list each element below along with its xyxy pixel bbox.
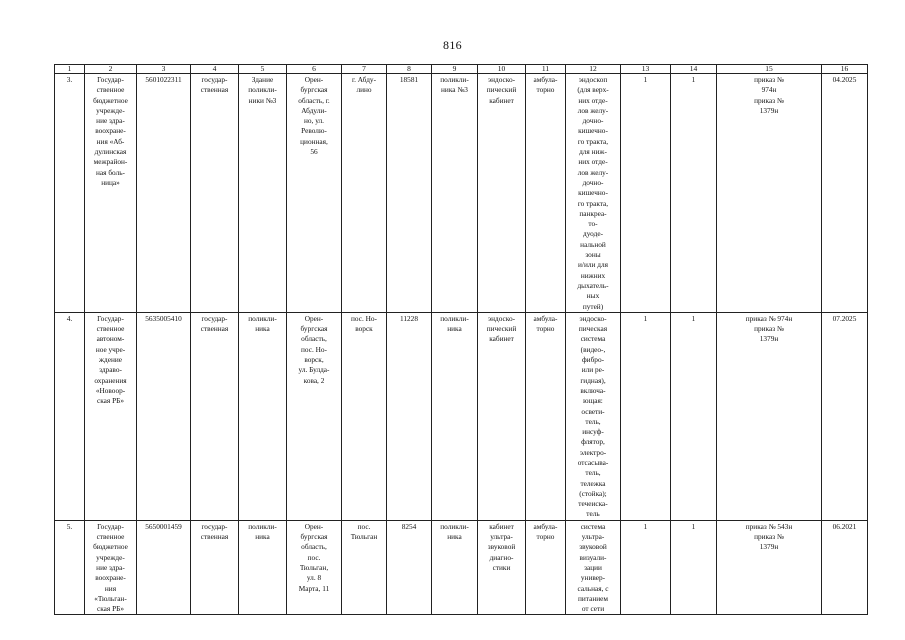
care-mode: амбула- торно <box>526 74 566 313</box>
table-row <box>55 74 868 313</box>
ownership: государ- ственная <box>191 520 239 615</box>
column-number: 10 <box>478 65 526 74</box>
column-number: 7 <box>342 65 387 74</box>
quantity: 1 <box>621 520 671 615</box>
order-reference: приказ № 974н приказ № 1379н <box>717 312 822 520</box>
subdivision: поликли- ника №3 <box>432 74 478 313</box>
column-number: 11 <box>526 65 566 74</box>
column-number: 14 <box>671 65 717 74</box>
row-number: 3. <box>55 74 85 313</box>
population: 18581 <box>387 74 432 313</box>
quantity-2: 1 <box>671 520 717 615</box>
population: 8254 <box>387 520 432 615</box>
column-number-row <box>55 65 868 74</box>
table-row <box>55 312 868 520</box>
building: поликли- ника <box>239 520 287 615</box>
quantity-2: 1 <box>671 74 717 313</box>
date: 04.2025 <box>822 74 868 313</box>
quantity-2: 1 <box>671 312 717 520</box>
address: Орен- бургская область, пос. Но- ворск, ул. Булда- кова, 2 <box>287 312 342 520</box>
ownership: государ- ственная <box>191 312 239 520</box>
institution-name: Государ- ственное бюджетное учрежде- ние здра- воохране- ния «Аб- дулинская межрайон- ная боль- ница» <box>85 74 137 313</box>
building: поликли- ника <box>239 312 287 520</box>
column-number: 15 <box>717 65 822 74</box>
date: 06.2021 <box>822 520 868 615</box>
column-number: 3 <box>137 65 191 74</box>
column-number: 5 <box>239 65 287 74</box>
locality: пос. Тюльган <box>342 520 387 615</box>
locality: пос. Но- ворск <box>342 312 387 520</box>
column-number: 6 <box>287 65 342 74</box>
order-reference: приказ № 543н приказ № 1379н <box>717 520 822 615</box>
care-mode: амбула- торно <box>526 520 566 615</box>
column-number: 2 <box>85 65 137 74</box>
column-number: 12 <box>566 65 621 74</box>
cabinet: кабинет ультра- звуковой диагно- стики <box>478 520 526 615</box>
subdivision: поликли- ника <box>432 312 478 520</box>
care-mode: амбула- торно <box>526 312 566 520</box>
locality: г. Абду- лино <box>342 74 387 313</box>
cabinet: эндоско- пический кабинет <box>478 312 526 520</box>
equipment-table <box>54 64 868 615</box>
population: 11228 <box>387 312 432 520</box>
quantity: 1 <box>621 312 671 520</box>
institution-name: Государ- ственное бюджетное учрежде- ние здра- воохране- ния «Тюльган- ская РБ» <box>85 520 137 615</box>
institution-name: Государ- ственное автоном- ное учре- ждение здраво- охранения «Новоор- ская РБ» <box>85 312 137 520</box>
row-number: 5. <box>55 520 85 615</box>
equipment: эндоскоп (для верх- них отде- лов желу- дочно- кишечно- го тракта, для ниж- них отде- лов желу- дочно- кишечно- го тракта, панкреа- то- дуоде- нальной зоны и/или для нижних дыхатель- ных путей) <box>566 74 621 313</box>
quantity: 1 <box>621 74 671 313</box>
column-number: 4 <box>191 65 239 74</box>
address: Орен- бургская область, г. Абдули- но, ул. Револю- ционная, 56 <box>287 74 342 313</box>
date: 07.2025 <box>822 312 868 520</box>
column-number: 9 <box>432 65 478 74</box>
ownership: государ- ственная <box>191 74 239 313</box>
column-number: 1 <box>55 65 85 74</box>
row-number: 4. <box>55 312 85 520</box>
inn: 5635005410 <box>137 312 191 520</box>
building: Здание поликли- ники №3 <box>239 74 287 313</box>
equipment: система ультра- звуковой визуали- зации универ- сальная, с питанием от сети <box>566 520 621 615</box>
order-reference: приказ № 974н приказ № 1379н <box>717 74 822 313</box>
inn: 5601022311 <box>137 74 191 313</box>
table-row <box>55 520 868 615</box>
column-number: 16 <box>822 65 868 74</box>
cabinet: эндоско- пический кабинет <box>478 74 526 313</box>
inn: 5650001459 <box>137 520 191 615</box>
column-number: 8 <box>387 65 432 74</box>
address: Орен- бургская область, пос. Тюльган, ул. 8 Марта, 11 <box>287 520 342 615</box>
column-number: 13 <box>621 65 671 74</box>
equipment: эндоско- пическая система (видео-, фибро- или ре- гидная), включа- ющая: освети- тель, инсуф- флятор, электро- отсасыва- тель, тележка (стойка); течеиска- тель <box>566 312 621 520</box>
subdivision: поликли- ника <box>432 520 478 615</box>
page-number: 816 <box>443 38 462 52</box>
